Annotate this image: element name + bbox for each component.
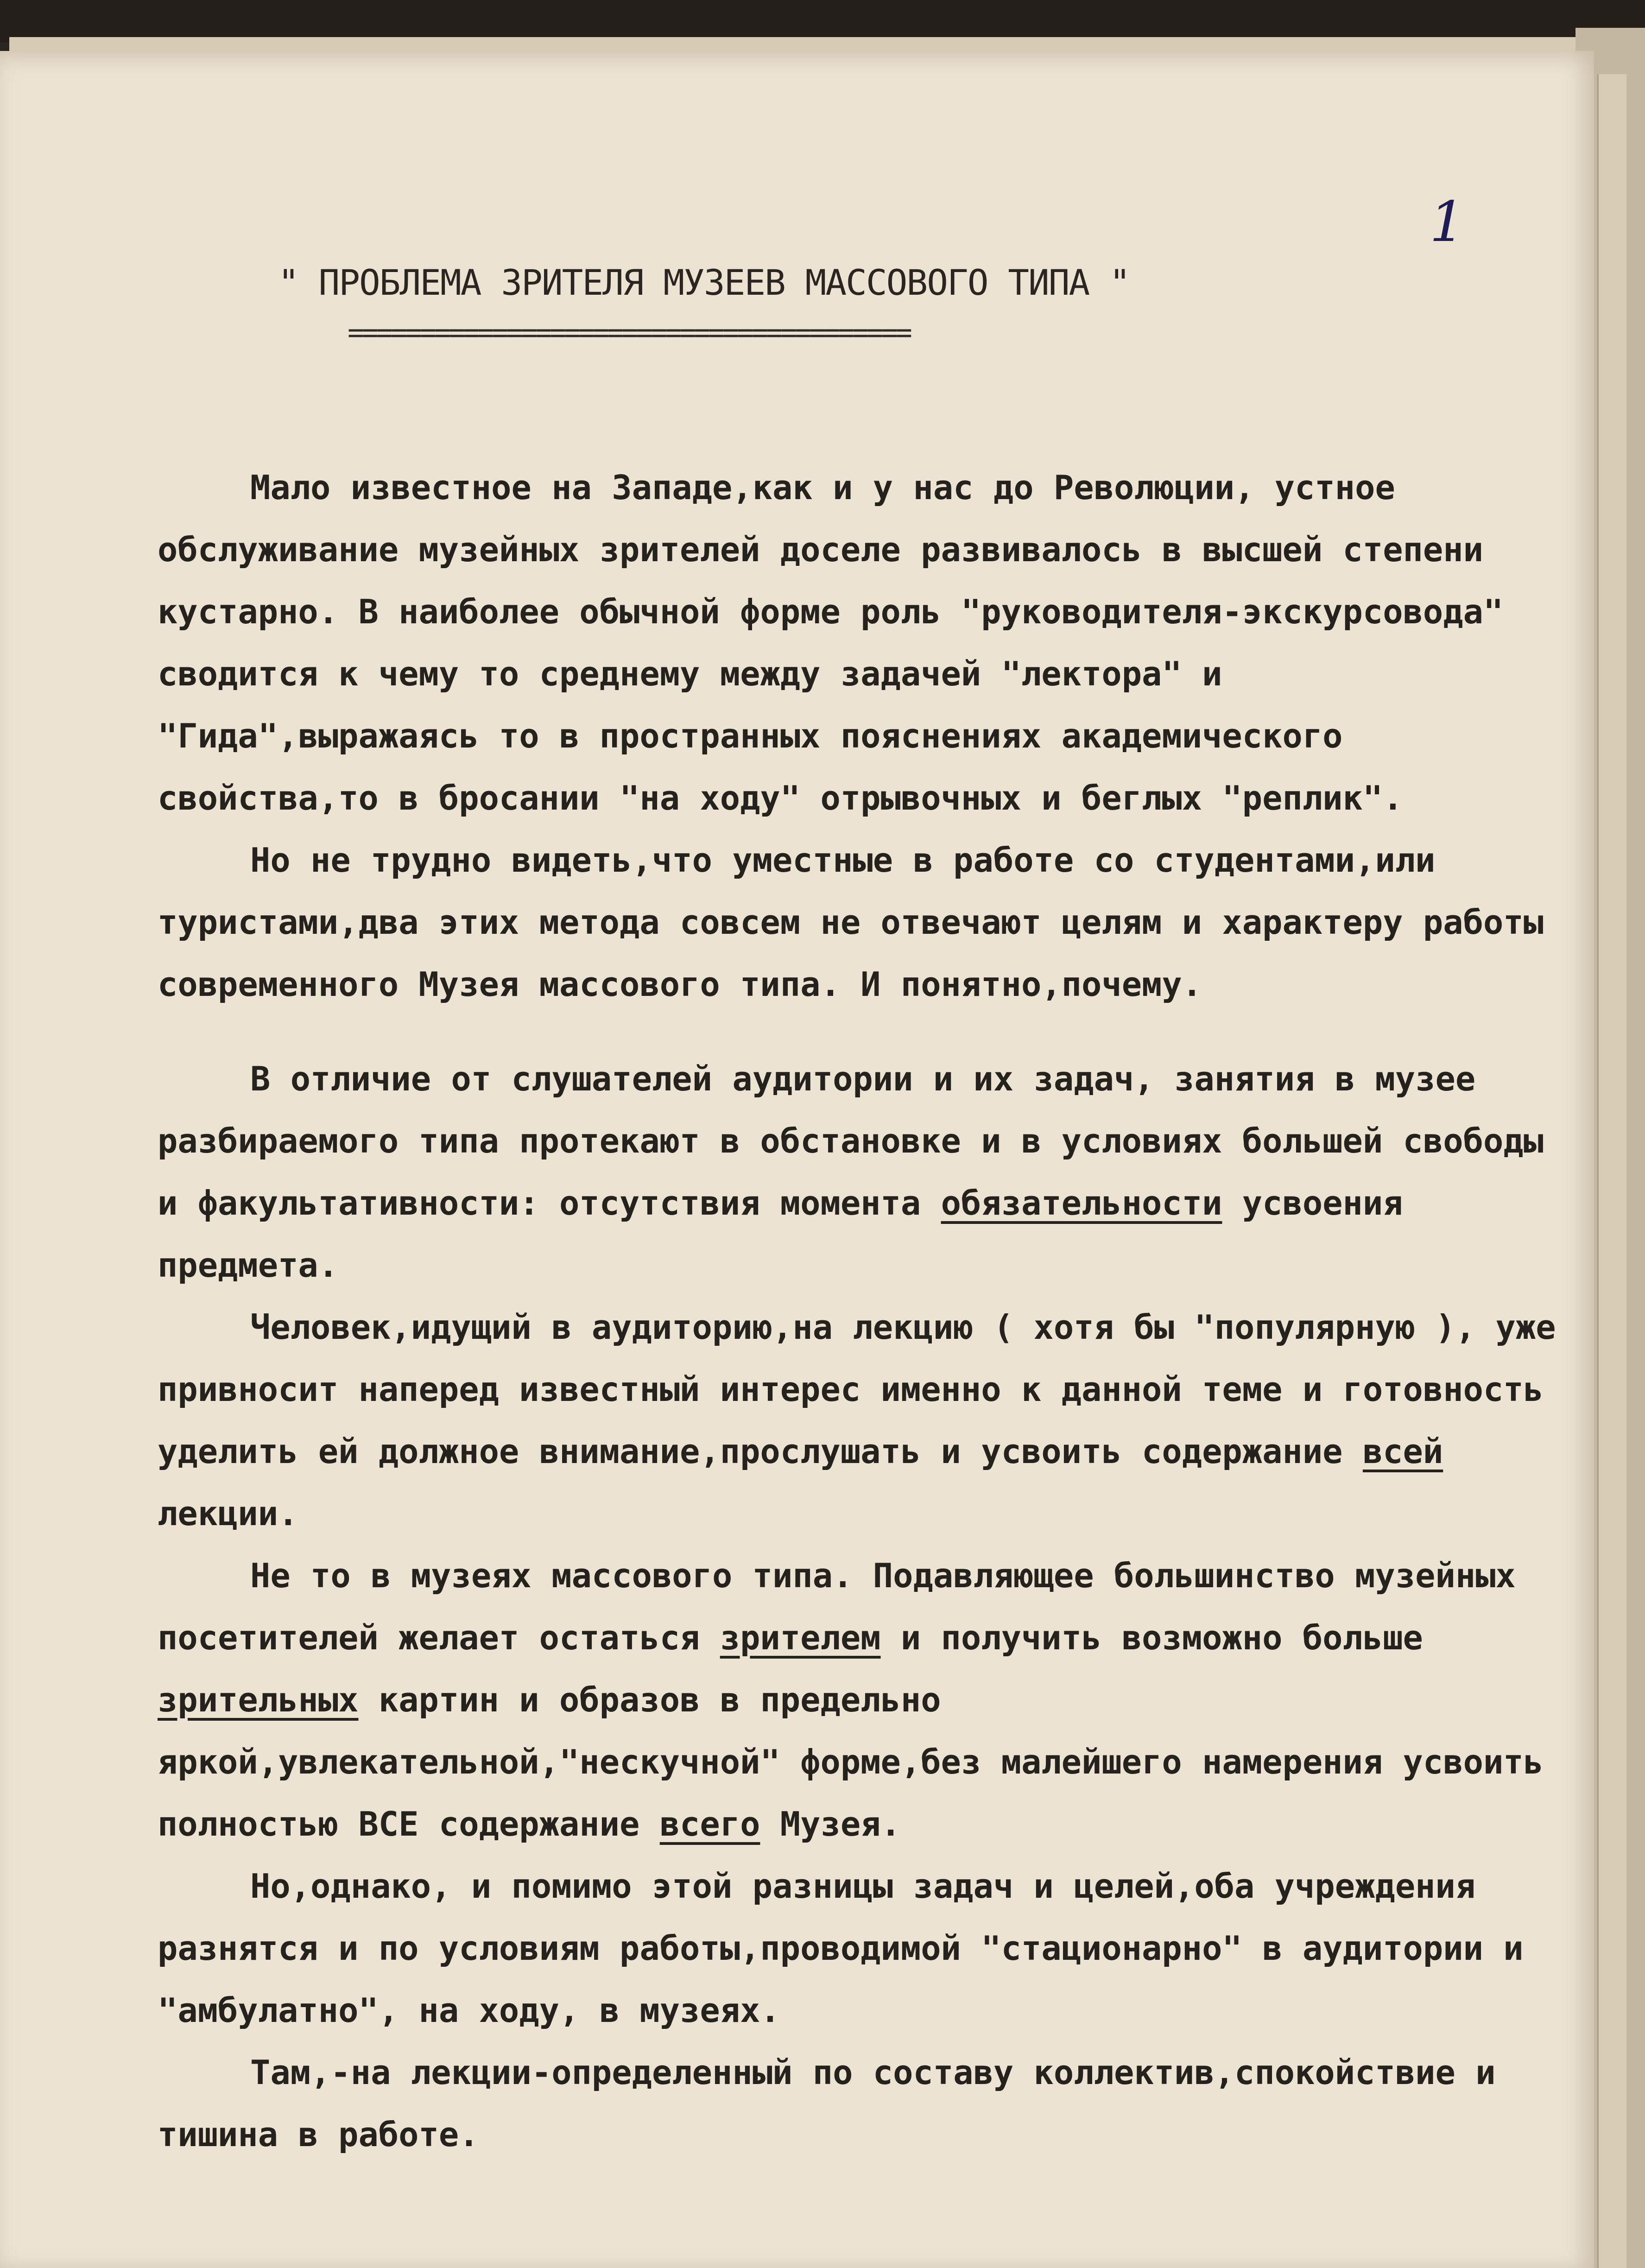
paragraph [158,1048,1562,1296]
underlined-word: всей [1362,1432,1443,1471]
page-number: 1 [1430,190,1465,254]
paragraph-text: и получить возможно больше [880,1618,1423,1657]
typewritten-page [0,51,1594,2268]
paragraph-text: Музея. [760,1805,901,1844]
paragraph: Но не трудно видеть,что уместные в работе со студентами,или туристами,два этих метода совсем не отвечают целям и характеру работы современного Музея массового типа. И понятно,почему. [158,841,1544,1004]
underlined-word: всего [659,1805,760,1844]
paragraph-text: лекции. [158,1494,298,1533]
paragraph [158,1545,1562,1855]
document-body [158,456,1562,2166]
document-title: " ПРОБЛЕМА ЗРИТЕЛЯ МУЗЕЕВ МАССОВОГО ТИПА " [278,262,1130,303]
paragraph-text: Человек,идущий в аудиторию,на лекцию ( хотя бы "популярную ), уже привносит наперед известный интерес именно к данной теме и готовность уделить ей должное внимание,прослушать и усвоить содержание [158,1308,1556,1471]
paragraph: Но,однако, и помимо этой разницы задач и целей,оба учреждения разнятся и по условиям работы,проводимой "стационарно" в аудитории и "амбулатно", на ходу, в музеях. [158,1867,1524,2030]
paragraph: Мало известное на Западе,как и у нас до Революции, устное обслуживание музейных зрителей доселе развивалось в высшей степени кустарно. В наиболее обычной форме роль "руководителя-экскурсовода" сводится к чему то среднему между задачей "лектора" и "Гида",выражаясь то в пространных пояснениях академического свойства,то в бросании "на ходу" отрывочных и беглых "реплик". [158,468,1504,817]
underlined-word: обязательности [941,1184,1222,1223]
title-underline-rule: ======================================= [348,317,910,349]
paragraph [158,1296,1562,1545]
scan-background [0,0,1645,43]
underlined-word: зрительных [158,1680,359,1719]
paragraph: Там,-на лекции-определенный по составу коллектив,спокойствие и тишина в работе. [158,2053,1496,2154]
paragraph-text: усвоения предмета. [158,1184,1403,1285]
paragraph-text: В отличие от слушателей аудитории и их задач, занятия в музее разбираемого типа протекают в обстановке и в условиях большей свободы и факультативности: отсутствия момента [158,1059,1544,1223]
underlined-word: зрителем [720,1618,881,1657]
stacked-pages-edge-inner [1597,74,1626,2268]
paragraph-text: картин и образов в предельно яркой,увлекательной,"нескучной" форме,без малейшего намерения усвоить полностью ВСЕ содержание [158,1680,1544,1844]
paragraph-text: Не то в музеях массового типа. Подавляющее большинство музейных посетителей желает остаться [158,1556,1516,1657]
